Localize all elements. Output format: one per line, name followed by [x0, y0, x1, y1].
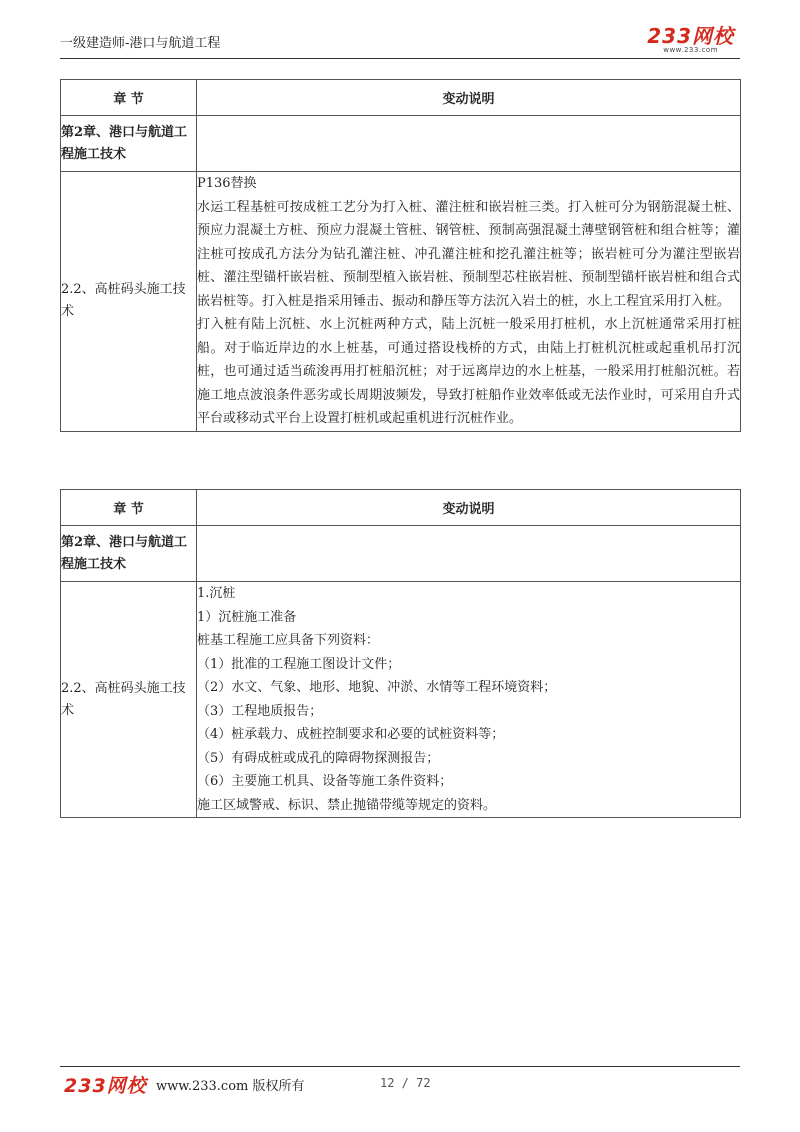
logo-url: www.233.com: [663, 46, 719, 54]
section-cell: 2.2、高桩码头施工技术: [61, 172, 197, 432]
content-line: 1.沉桩: [197, 586, 236, 601]
column-header-chapter: 章 节: [61, 80, 197, 116]
column-header-description: 变动说明: [197, 80, 741, 116]
empty-cell: [197, 116, 741, 172]
section-row: [61, 172, 741, 432]
logo-text: 233网校: [647, 24, 734, 48]
page-number: 12 / 72: [380, 1076, 431, 1090]
content-line: （4）桩承载力、成桩控制要求和必要的试桩资料等；: [197, 727, 505, 742]
content-line: 桩基工程施工应具备下列资料：: [197, 633, 380, 648]
content-line: 1）沉桩施工准备: [197, 609, 297, 625]
empty-cell: [197, 526, 741, 582]
content-paragraph: 打入桩有陆上沉桩、水上沉桩两种方式，陆上沉桩一般采用打桩机，水上沉桩通常采用打桩船。对于临近岸边的水上桩基，可通过搭设栈桥的方式，由陆上打桩机沉桩或起重机吊打沉桩，也可通过适当疏浚再用打桩船沉桩；对于远离岸边的水上桩基，一般采用打桩船沉桩。若施工地点波浪条件恶劣或长周期波频发，导致打桩船作业效率低或无法作业时，可采用自升式平台或移动式平台上设置打桩机或起重机进行沉桩作业。: [197, 317, 740, 426]
footer-logo[interactable]: 233网校: [64, 1075, 147, 1097]
content-line: （1）批准的工程施工图设计文件；: [197, 656, 401, 672]
page-header: [60, 26, 740, 59]
description-cell: [197, 172, 741, 432]
column-header-description: 变动说明: [197, 490, 741, 526]
brand-logo[interactable]: [647, 26, 734, 54]
chapter-cell: 第2章、港口与航道工程施工技术: [61, 526, 197, 582]
section-cell: 2.2、高桩码头施工技术: [61, 582, 197, 818]
section-row: [61, 582, 741, 818]
content-line: 施工区域警戒、标识、禁止抛锚带缆等规定的资料。: [197, 797, 497, 813]
change-table-2: [60, 489, 741, 818]
chapter-row: [61, 526, 741, 582]
content-line: （3）工程地质报告；: [197, 703, 323, 719]
column-header-chapter: 章 节: [61, 490, 197, 526]
content-line: （2）水文、气象、地形、地貌、冲淤、水情等工程环境资料；: [197, 680, 557, 695]
description-cell: [197, 582, 741, 818]
copyright-text: www.233.com 版权所有: [156, 1079, 305, 1094]
page-footer: [60, 1066, 740, 1097]
table-header-row: [61, 490, 741, 526]
content-paragraph: 水运工程基桩可按成桩工艺分为打入桩、灌注桩和嵌岩桩三类。打入桩可分为钢筋混凝土桩、预应力混凝土方桩、预应力混凝土管桩、钢管桩、预制高强混凝土薄壁钢管桩和组合桩等；灌注桩可按成孔方法分为钻孔灌注桩、冲孔灌注桩和挖孔灌注桩等；嵌岩桩可分为灌注型嵌岩桩、灌注型锚杆嵌岩桩、预制型植入嵌岩桩、预制型芯柱嵌岩桩、预制型锚杆嵌岩桩和组合式嵌岩桩等。打入桩是指采用锤击、振动和静压等方法沉入岩土的桩，水上工程宜采用打入桩。: [197, 199, 740, 309]
content-line: （5）有碍成桩或成孔的障碍物探测报告；: [197, 750, 440, 766]
table-header-row: [61, 80, 741, 116]
chapter-row: [61, 116, 741, 172]
chapter-cell: 第2章、港口与航道工程施工技术: [61, 116, 197, 172]
document-title: 一级建造师-港口与航道工程: [60, 36, 221, 51]
content-line: （6）主要施工机具、设备等施工条件资料；: [197, 774, 453, 789]
content-line: P136替换: [197, 176, 257, 191]
change-table-1: [60, 79, 741, 432]
